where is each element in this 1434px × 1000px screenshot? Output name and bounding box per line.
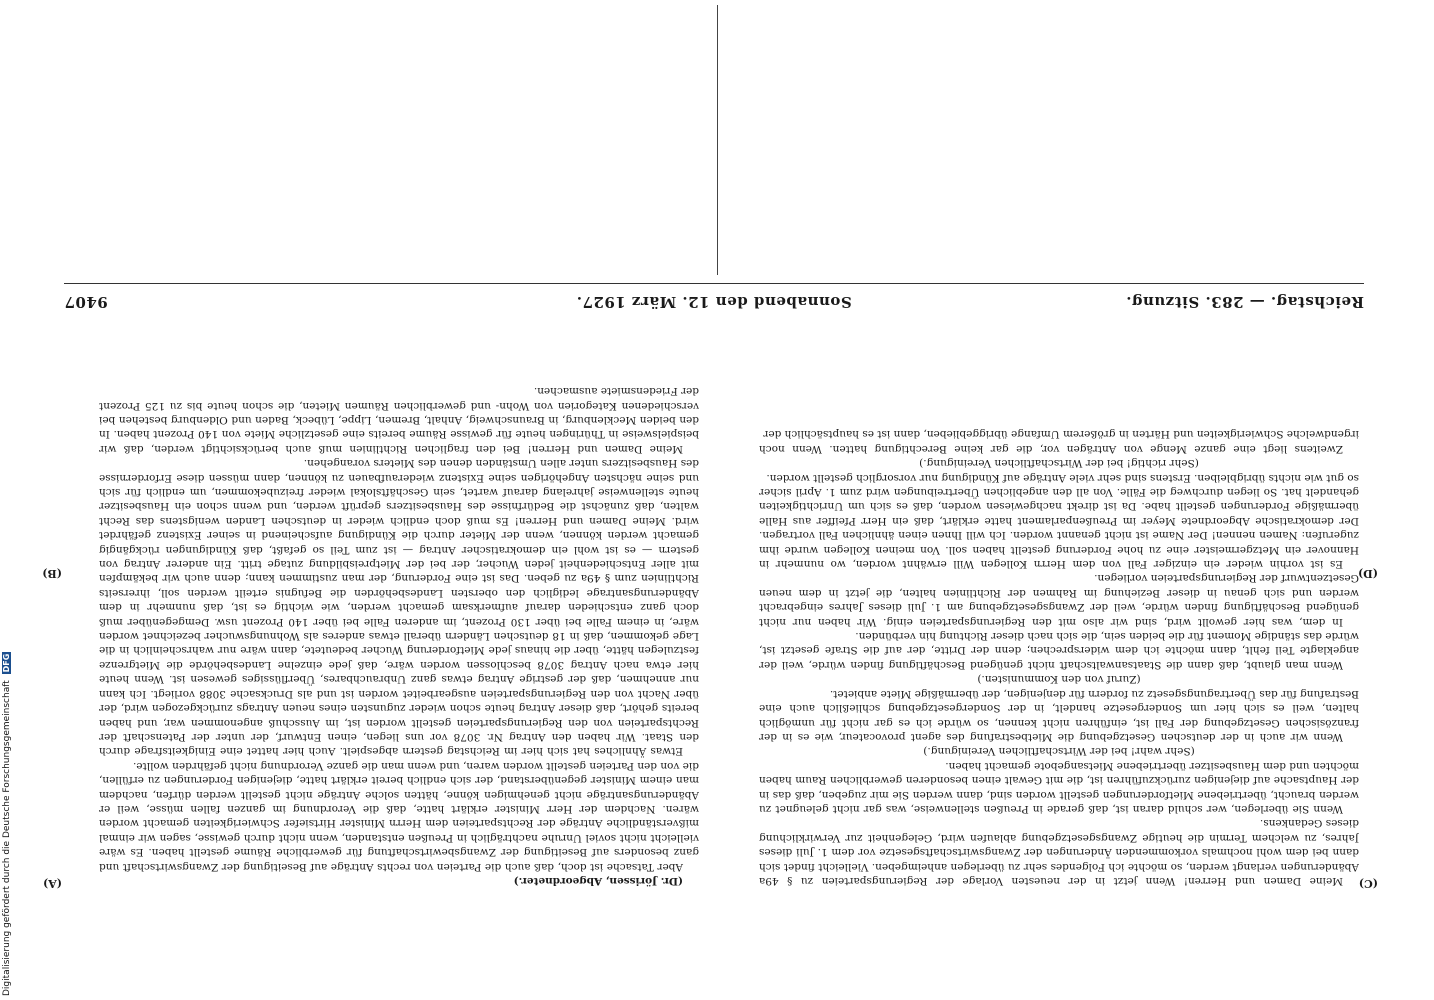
digitization-credit	[2, 596, 16, 996]
paragraph: Zweitens liegt eine ganze Menge von Anträgen vor, die gar keine Berechtigung hatten. Wenn noch irgendwelche Schwierigkeiten und Härten in größerem Umfange übriggeblieben, dann ist es hauptsächlich der	[759, 428, 1359, 455]
interjection: (Zuruf von den Kommunisten.)	[977, 673, 1141, 686]
header-rule	[64, 283, 1364, 284]
text-column-left-page	[99, 318, 699, 888]
column-divider	[717, 5, 718, 275]
credit-text: Digitalisierung gefördert durch die Deutsche Forschungsgemeinschaft	[2, 680, 12, 996]
paragraph: Meine Damen und Herren! Wenn jetzt in der neuesten Vorlage der Regierungsparteien zu § 49a Abänderungen verlangt werden, so möchte ich Folgendes sehr zu überlegen anheimgeben. Vielleicht findet sich dann bei dem wohl nochmals vorkommenden Änderungen der Zwangswirtschaftsgesetze vor dem 1. Juli dieses Jahres, zu welchem Termin die heutige Zwangsgesetzgebung ablaufen wird, Gelegenheit zur Verwirklichung dieses Gedankens.	[759, 817, 1359, 887]
header-session: Reichstag. — 283. Sitzung.	[1125, 293, 1364, 311]
page-header	[64, 287, 1364, 311]
paragraph: Es ist vorhin wieder ein einziger Fall von dem Herrn Kollegen Will erwähnt worden, wo nunmehr in Hannover ein Metzgermeister eine zu hohe Forderung gestellt haben soll. Von meinen Kollegen wurde ihm zugerufen: Namen nennen! Der Name ist nicht genannt worden. Ich will Ihnen einen ähnlichen Fall vortragen. Der demokratische Abgeordnete Meyer im Preußenparlament hatte erklärt, daß ein Herr Pfeiffer aus Halle übermäßige Forderungen gestellt habe. Da ist direkt nachgewiesen worden, daß es sich um Unrichtigkeiten gehandelt hat. So liegen durchweg die Fälle. Von all den angeblichen Übertreibungen wird zum 1. April sicher so gut wie nichts übrigbleiben. Erstens sind sehr viele Anträge auf Kündigung nur vorsorglich gestellt worden.	[759, 471, 1359, 571]
paragraph: Wenn wir auch in der deutschen Gesetzgebung die Mietbestrafung des agent provocateur, wie es in der französischen Gesetzgebung der Fall ist, einführen nicht kennen, so würde ich es gar nicht für unmöglich halten, weil es sich hier um Sondergesetze handelt, in der Sondergesetzgebung schließlich auch eine Bestrafung für das Übertragungsgesetz zu fordern für denjenigen, der übermäßige Miete anbietet.	[759, 687, 1359, 743]
margin-letter-d: (D)	[1358, 567, 1378, 580]
page-number: 9407	[64, 293, 108, 311]
margin-letter-c: (C)	[1358, 877, 1378, 890]
paragraph: In dem, was hier gewollt wird, sind wir also mit den Regierungsparteien einig. Wir haben nur nicht genügend Beschäftigung finden würde, weil der Zwangsgesetzgebung am 1. Juli dieses Jahres eingebracht werden und sich genau in dieser Beziehung im Rahmen der Richtlinien halten, die jetzt in dem neuen Gesetzentwurf der Regierungsparteien vorliegen.	[759, 572, 1359, 628]
paragraph: Etwas Ähnliches hat sich hier im Reichstag gestern abgespielt. Auch hier hattet eine Einigkeitsfrage durch den Staat. Wir haben den Antrag Nr. 3078 vor uns liegen, einen Entwurf, der unter der Patenschaft der Rechtsparteien von den Regierungsparteien gestellt worden ist, im Ausschuß angenommen war, und haben bereits gehört, daß dieser Antrag heute schon wieder zugunsten eines neuen Antrags zurückgezogen wird, der über Nacht von den Regierungsparteien ausgearbeitet worden ist und als Drucksache 3088 vorliegt. Ich kann nur annehmen, daß der gestrige Antrag etwas ganz Unbrauchbares, Überflüssiges gewesen ist. Wenn heute hier etwa nach Antrag 3078 beschlossen worden wäre, daß jede einzelne Landesbehörde die Mietgrenze festzulegen hätte, über die hinaus jede Mietforderung Wucher bedeutete, dann wäre nur wahrscheinlich in die Lage gekommen, daß in 18 deutschen Ländern überall etwas anderes als Wohnungswucher bezeichnet worden wäre, in einem Falle bei über 130 Prozent, im anderen Falle bei über 140 Prozent usw. Demgegenüber muß doch ganz entschieden darauf aufmerksam gemacht werden, wie wichtig es ist, daß nunmehr in dem Abänderungsantrage lediglich den obersten Landesbehörden die Befugnis erteilt werden soll, ihrerseits Richtlinien zum § 49a zu geben. Das ist eine Forderung, der man zustimmen kann; denn auch wir bekämpfen mit aller Entschiedenheit jeden Wucher, der bei der Mietpreisbildung zutage tritt. Ein anderer Antrag von gestern — es ist wohl ein demokratischer Antrag — ist zum Teil so gefaßt, daß Kündigungen rückgängig gemacht werden können, wenn der Mieter durch die Kündigung aufscheinend in seiner Existenz gefährdet wird. Meine Damen und Herren! Es muß doch endlich wieder in deutschen Landen wenigstens das Recht walten, daß zunächst die Bedürfnisse des Hausbesitzers geprüft werden, und wenn schon ein Hausbesitzer heute stellenweise jahrelang darauf wartet, sein Geschäftslokal wieder freizubekommen, um endlich für sich und seine nächsten Angehörigen seine Existenz wiederaufbauen zu können, dann müssen diese Erfordernisse des Hausbesitzers unter allen Umständen denen des Mieters vorangehen.	[99, 457, 699, 758]
paragraph: Meine Damen und Herren! Bei den fraglichen Richtlinien muß auch berücksichtigt werden, daß wir beispielsweise in Thüringen heute für gewisse Räume bereits eine gesetzliche Miete von 140 Prozent haben. In den beiden Mecklenburg, in Braunschweig, Anhalt, Bremen, Lippe, Lübeck, Baden und Oldenburg bestehen bei verschiedenen Kategorien von Wohn- und gewerblichen Räumen Mieten, die schon heute bis zu 125 Prozent der Friedensmiete ausmachen.	[99, 385, 699, 455]
interjection: (Sehr richtig! bei der Wirtschaftlichen Vereinigung.)	[919, 457, 1199, 470]
dfg-logo: DFG	[2, 653, 11, 673]
margin-letter-b: (B)	[42, 567, 62, 580]
text-column-right-page	[759, 318, 1359, 888]
paragraph: Wenn Sie überlegen, wer schuld daran ist, daß gerade in Preußen stellenweise, was gar nicht geleugnet zu werden braucht, übertriebene Mietforderungen gestellt worden sind, dann werden Sie mir zugeben, daß das in der Hauptsache auf diejenigen zurückzuführen ist, die mit Gewalt einen besonderen gewerblichen Raum haben möchten und dem Hausbesitzer übertriebene Mietsangebote gemacht haben.	[759, 759, 1359, 815]
speaker-name: (Dr. Jörissen, Abgeordneter.)	[513, 875, 683, 887]
interjection: (Sehr wahr! bei der Wirtschaftlichen Vereinigung.)	[923, 745, 1195, 758]
header-date: Sonnabend den 12. März 1927.	[576, 293, 852, 311]
paragraph: Wenn man glaubt, daß dann die Staatsanwaltschaft nicht genügend Beschäftigung finden würde, weil der angeklagte Teil fehlt, dann möchte ich dem widersprechen; denn der Dritte, der auf die Strafe gesetzt ist, würde das ständige Moment für die beiden sein, die sich nach dieser Richtung hin verbünden.	[759, 630, 1359, 671]
margin-letter-a: (A)	[43, 877, 62, 890]
paragraph: Aber Tatsache ist doch, daß auch die Parteien von rechts Anträge auf Beseitigung der Zwangswirtschaft und ganz besonders auf Beseitigung der Zwangsbewirtschaftung für gewerbliche Räume gestellt haben. Es wäre vielleicht nicht soviel Unruhe nachträglich in Preußen entstanden, wenn nicht durch gewisse, sagen wir einmal mißverständliche Anträge der Rechtsparteien dem Herrn Minister Hirtsiefer Schwierigkeiten gemacht worden wären. Nachdem der Herr Minister erklärt hatte, daß die Verordnung im ganzen fallen müsse, weil er Abänderungsanträge nicht genehmigen könne, hätten solche Anträge nicht gestellt werden dürfen, nachdem man einem Minister gegenüberstand, der sich endlich bereit erklärt hatte, diejenigen Forderungen zu erfüllen, die von den Parteien gestellt worden waren, und wenn man die ganze Verordnung nicht gefährden wollte.	[99, 759, 699, 873]
